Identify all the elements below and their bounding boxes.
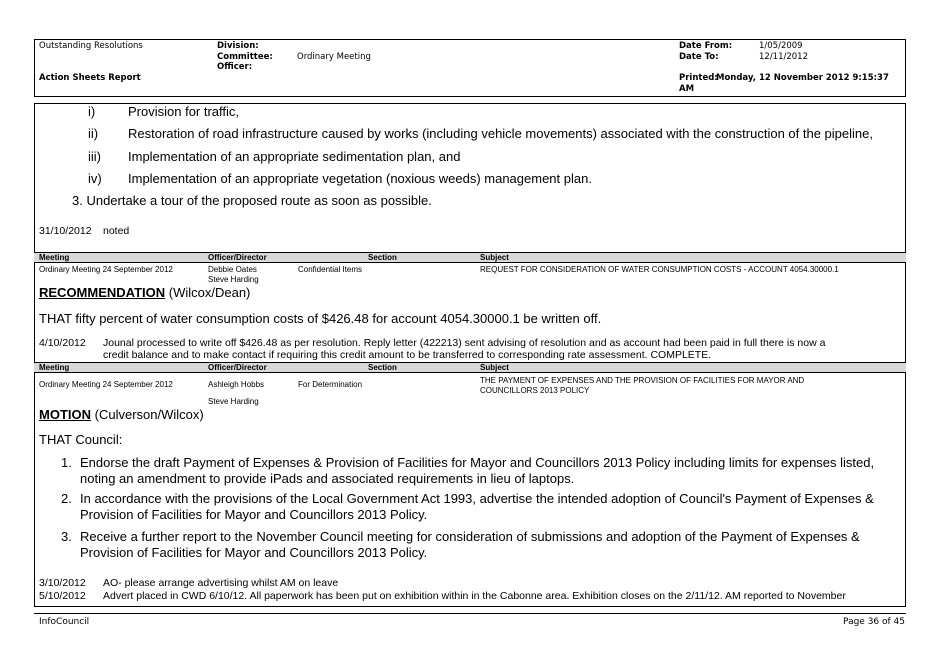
record-meeting: Ordinary Meeting 24 September 2012 [39, 265, 173, 274]
sub-item-text: Implementation of an appropriate vegetation (noxious weeds) management plan. [128, 171, 592, 186]
record-meeting: Ordinary Meeting 24 September 2012 [39, 380, 173, 389]
date-from-value: 1/05/2009 [759, 41, 803, 51]
col-officer: Officer/Director [208, 363, 267, 372]
record-subject: THE PAYMENT OF EXPENSES AND THE PROVISION OF FACILITIES FOR MAYOR AND [480, 376, 805, 385]
motion-item-text: In accordance with the provisions of the Local Government Act 1993, advertise the intended adoption of Council's Payment of Expenses & [80, 491, 874, 506]
table-header-bar [34, 362, 906, 373]
printed-value: Monday, 12 November 2012 9:15:37 [716, 73, 889, 83]
note-text: Advert placed in CWD 6/10/12. All paperwork has been put on exhibition within in the Cabonne area. Exhibition closes on the 2/11/12. AM reported to November [103, 590, 846, 602]
col-section: Section [368, 363, 397, 372]
sub-item-num: iii) [88, 149, 101, 164]
list-item-3: 3. Undertake a tour of the proposed route as soon as possible. [72, 193, 432, 208]
sub-item-text: Implementation of an appropriate sedimentation plan, and [128, 149, 461, 164]
note-date: 3/10/2012 [39, 577, 86, 589]
col-subject: Subject [480, 363, 509, 372]
motion-item-num: 3. [61, 529, 72, 544]
sub-item-text: Provision for traffic, [128, 104, 240, 119]
page-number: Page 36 of 45 [843, 617, 905, 627]
motion-item-text: Endorse the draft Payment of Expenses & Provision of Facilities for Mayor and Councillors 2013 Policy including limits for expenses listed, [80, 455, 875, 470]
motion-item-text: Receive a further report to the November Council meeting for consideration of submissions and adoption of the Payment of Expenses & [80, 529, 860, 544]
note-date: 4/10/2012 [39, 337, 86, 349]
report-type: Action Sheets Report [39, 73, 141, 83]
date-from-label: Date From: [679, 41, 733, 51]
table-header-bar [34, 252, 906, 263]
motion-item-num: 2. [61, 491, 72, 506]
recommendation-body: THAT fifty percent of water consumption costs of $426.48 for account 4054.30000.1 be written off. [39, 311, 602, 326]
printed-value-cont: AM [679, 84, 695, 94]
motion-intro: THAT Council: [39, 432, 123, 447]
motion-item-text-cont: Provision of Facilities for Mayor and Councillors 2013 Policy. [80, 507, 428, 522]
col-section: Section [368, 253, 397, 262]
record-section: For Determination [298, 380, 363, 389]
recommendation-heading [39, 285, 250, 300]
record-officer: Steve Harding [208, 275, 259, 284]
footer-divider [34, 613, 906, 614]
note-date: 5/10/2012 [39, 590, 86, 602]
col-officer: Officer/Director [208, 253, 267, 262]
motion-item-text-cont: Provision of Facilities for Mayor and Councillors 2013 Policy. [80, 545, 428, 560]
col-subject: Subject [480, 253, 509, 262]
sub-item-num: iv) [88, 171, 102, 186]
division-label: Division: [217, 41, 259, 51]
committee-value: Ordinary Meeting [297, 52, 371, 62]
recommendation-title: RECOMMENDATION [39, 285, 166, 300]
officer-label: Officer: [217, 62, 253, 72]
committee-label: Committee: [217, 52, 273, 62]
footer-app-name: InfoCouncil [39, 617, 90, 627]
motion-item-num: 1. [61, 455, 72, 470]
sub-item-text: Restoration of road infrastructure caused by works (including vehicle movements) associated with the construction of the pipeline, [128, 126, 873, 141]
sub-item-num: i) [88, 104, 96, 119]
note-text: noted [103, 225, 130, 237]
record-officer: Ashleigh Hobbs [208, 380, 265, 389]
record-section: Confidential Items [298, 265, 363, 274]
report-name: Outstanding Resolutions [39, 41, 143, 51]
motion-movers: (Culverson/Wilcox) [94, 407, 204, 422]
note-text: AO- please arrange advertising whilst AM on leave [103, 577, 339, 589]
printed-label: Printed: [679, 73, 718, 83]
sub-item-num: ii) [88, 126, 99, 141]
note-text: Jounal processed to write off $426.48 as per resolution. Reply letter (422213) sent advising of resolution and as account had been paid in full there is now a [103, 337, 826, 349]
col-meeting: Meeting [39, 363, 70, 372]
col-meeting: Meeting [39, 253, 70, 262]
record-subject-cont: COUNCILLORS 2013 POLICY [480, 386, 590, 395]
record-officer: Steve Harding [208, 397, 259, 406]
date-to-label: Date To: [679, 52, 719, 62]
recommendation-movers: (Wilcox/Dean) [168, 285, 251, 300]
motion-item-text-cont: noting an amendment to provide iPads and associated requirements in lieu of laptops. [80, 471, 575, 486]
note-text-cont: credit balance and to make contact if requiring this credit amount to be transferred to corresponding rate assessment. COMPLETE. [103, 349, 712, 361]
record-subject: REQUEST FOR CONSIDERATION OF WATER CONSUMPTION COSTS - ACCOUNT 4054.30000.1 [480, 265, 839, 274]
date-to-value: 12/11/2012 [759, 52, 808, 62]
record-officer: Debbie Oates [208, 265, 257, 274]
note-date: 31/10/2012 [39, 225, 92, 237]
motion-heading [39, 407, 204, 422]
motion-title: MOTION [39, 407, 91, 422]
